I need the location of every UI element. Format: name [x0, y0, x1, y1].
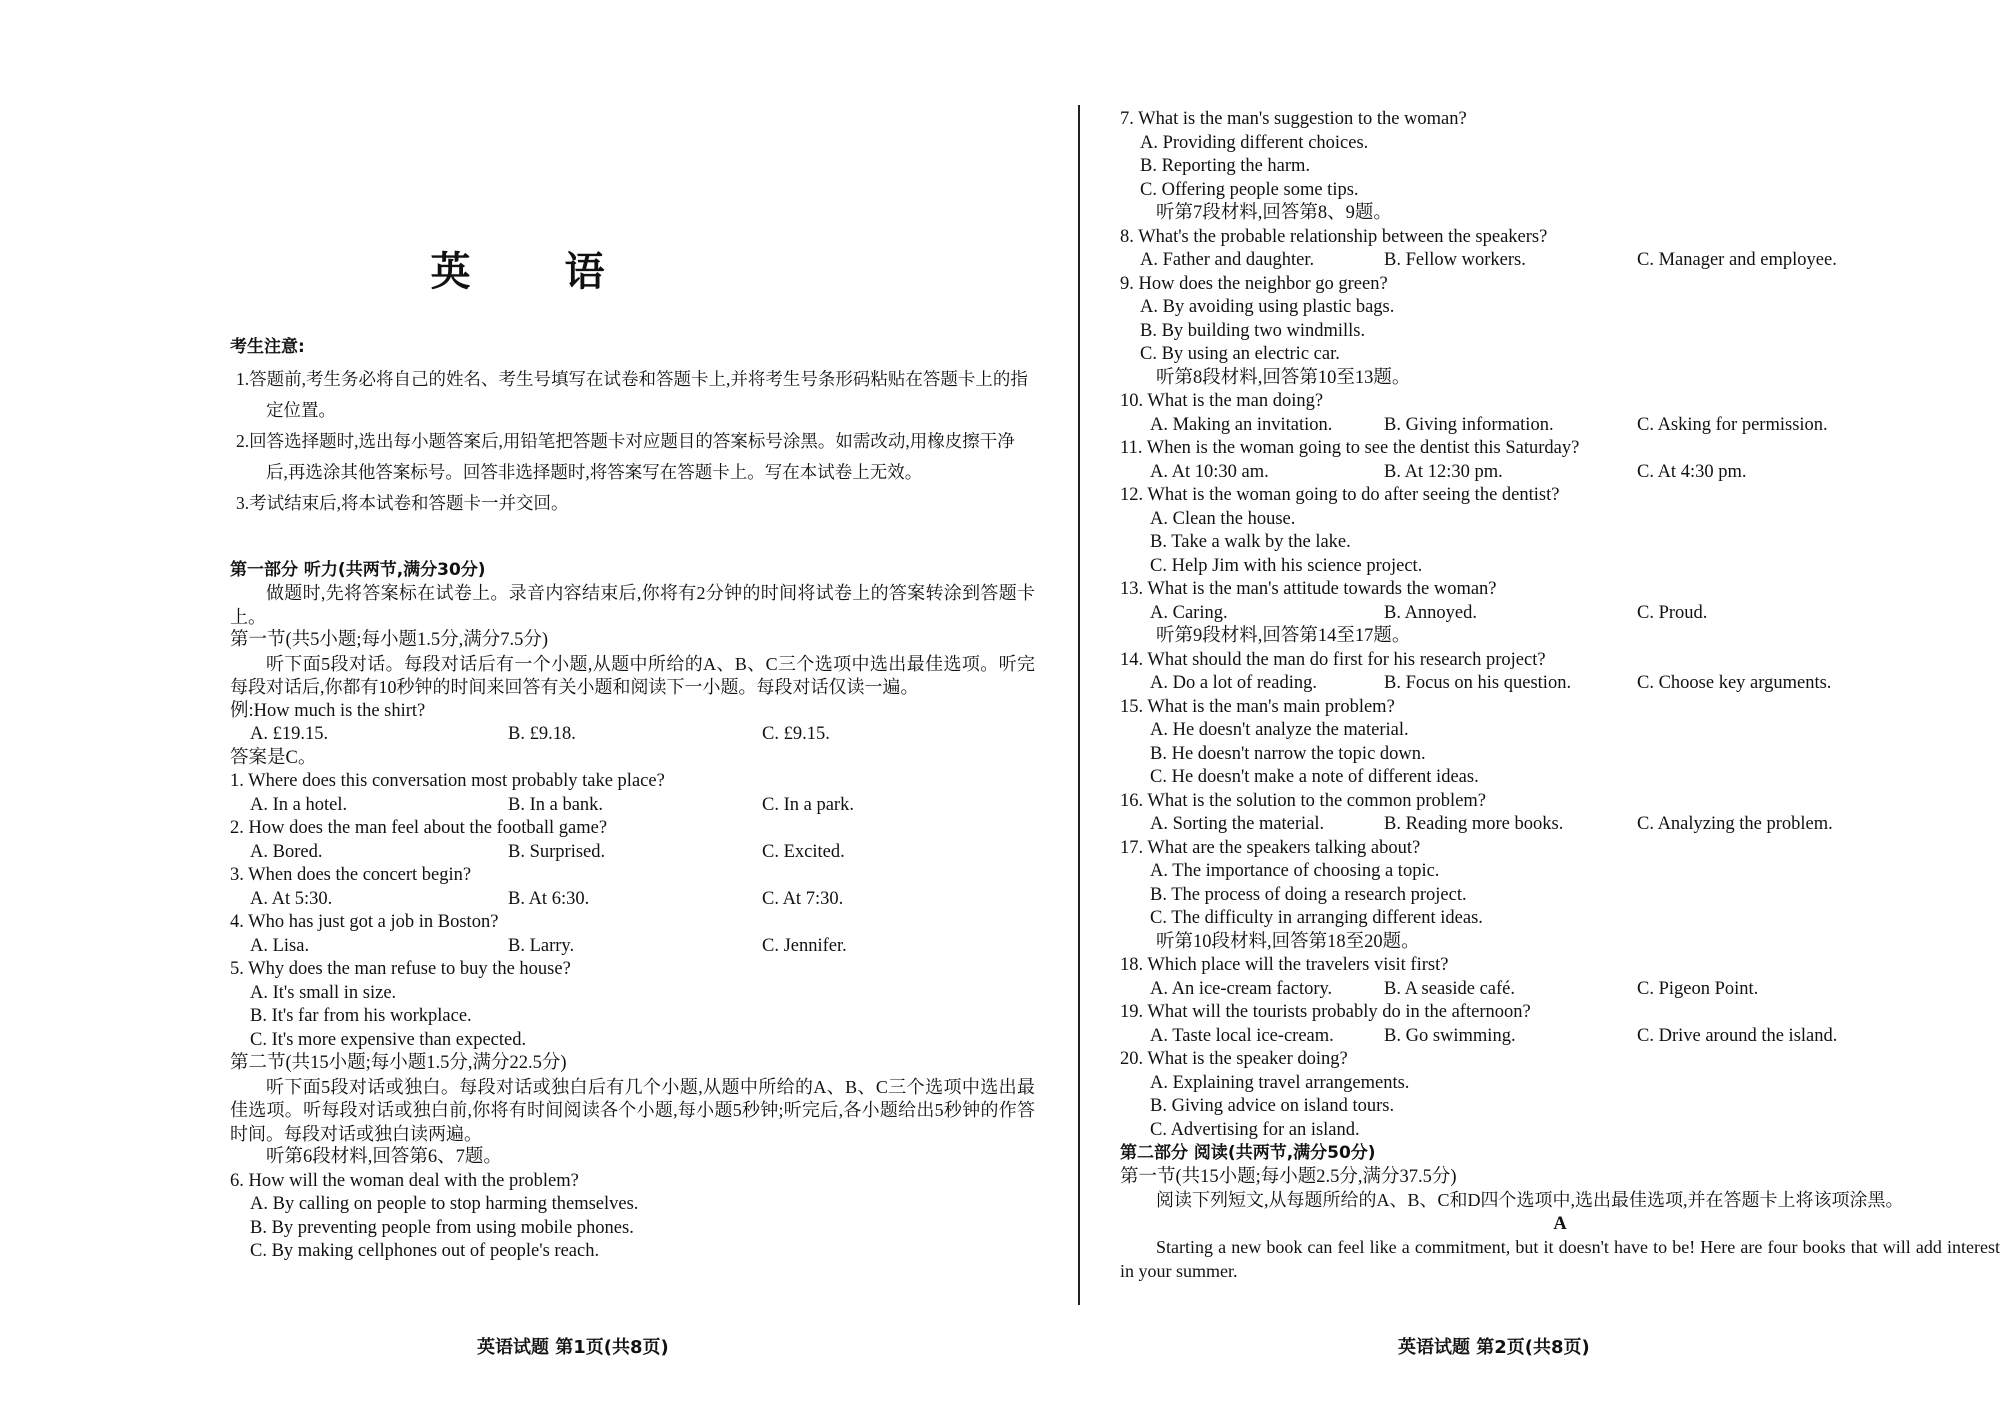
question-12-option-a: A. Clean the house. [1150, 508, 1296, 529]
part1-instruction: 做题时,先将答案标在试卷上。录音内容结束后,你将有2分钟的时间将试卷上的答案转涂到答题卡上。 [230, 583, 1035, 627]
question-16-options [1120, 813, 2000, 837]
section1-instruction: 听下面5段对话。每段对话后有一个小题,从题中所给的A、B、C三个选项中选出最佳选项。听完每段对话后,你都有10秒钟的时间来回答有关小题和阅读下一小题。每段对话仅读一遍。 [230, 653, 1035, 697]
option-b: B. At 6:30. [508, 888, 590, 909]
question-3-options [230, 888, 1035, 912]
section2-instruction: 听下面5段对话或独白。每段对话或独白后有几个小题,从题中所给的A、B、C三个选项中选出最佳选项。听每段对话或独白前,你将有时间阅读各个小题,每小题5秒钟;听完后,各小题给出5秒钟的作答时间。每段对话或独白读两遍。 [230, 1076, 1035, 1144]
question-2: 2. How does the man feel about the football game? [230, 818, 608, 838]
part1-heading: 第一部分 听力(共两节,满分30分) [230, 559, 486, 580]
question-9-option-c: C. By using an electric car. [1140, 344, 1340, 364]
example-options [230, 723, 1035, 747]
question-4-options [230, 935, 1035, 959]
page-title: 英 语 [430, 249, 645, 295]
option-a: A. Father and daughter. [1140, 250, 1315, 270]
page-divider [1078, 105, 1080, 1305]
question-17-option-b: B. The process of doing a research project. [1150, 884, 1467, 905]
option-a: A. Bored. [250, 841, 323, 862]
question-11: 11. When is the woman going to see the dentist this Saturday? [1120, 438, 1580, 458]
question-1-options [230, 794, 1035, 818]
option-c: C. Jennifer. [762, 935, 847, 956]
option-a: A. Lisa. [250, 935, 310, 956]
option-a: A. An ice-cream factory. [1150, 978, 1333, 999]
question-16: 16. What is the solution to the common problem? [1120, 790, 1487, 811]
question-7-option-a: A. Providing different choices. [1140, 132, 1369, 153]
passage-label: A [1553, 1213, 1567, 1234]
page1-content [230, 336, 1035, 1264]
option-a: A. At 10:30 am. [1150, 461, 1269, 482]
option-c: C. Manager and employee. [1637, 250, 1837, 270]
question-2-options [230, 841, 1035, 865]
question-12: 12. What is the woman going to do after seeing the dentist? [1120, 485, 1560, 505]
option-c: C. Proud. [1637, 602, 1708, 623]
question-9-option-a: A. By avoiding using plastic bags. [1140, 297, 1395, 317]
question-20: 20. What is the speaker doing? [1120, 1049, 1348, 1069]
part2-heading: 第二部分 阅读(共两节,满分50分) [1120, 1143, 1376, 1163]
option-b: B. £9.18. [508, 724, 576, 744]
option-c: C. Pigeon Point. [1637, 978, 1759, 999]
question-18-options [1120, 978, 2000, 1002]
question-18: 18. Which place will the travelers visit first? [1120, 955, 1449, 975]
notice-item-3: 3.考试结束后,将本试卷和答题卡一并交回。 [236, 492, 569, 513]
option-a: A. £19.15. [250, 724, 329, 744]
passage-intro: Starting a new book can feel like a commitment, but it doesn't have to be! Here are four books that will add interest in your summer. [1120, 1237, 2000, 1281]
question-17: 17. What are the speakers talking about? [1120, 837, 1421, 858]
question-19-options [1120, 1025, 2000, 1049]
option-c: C. Drive around the island. [1637, 1025, 1838, 1046]
option-b: B. Giving information. [1384, 414, 1554, 435]
page-footer-2: 英语试题 第2页(共8页) [1398, 1337, 1590, 1358]
question-14: 14. What should the man do first for his research project? [1120, 649, 1546, 670]
option-c: C. At 7:30. [762, 888, 844, 909]
question-15-option-a: A. He doesn't analyze the material. [1150, 720, 1409, 740]
page2-content [1120, 108, 2000, 1283]
question-5: 5. Why does the man refuse to buy the house? [230, 959, 571, 979]
question-13-options [1120, 602, 2000, 626]
question-15-option-c: C. He doesn't make a note of different ideas. [1150, 767, 1479, 787]
material-9-instruction: 听第9段材料,回答第14至17题。 [1156, 626, 1411, 646]
question-4: 4. Who has just got a job in Boston? [230, 912, 499, 932]
option-a: A. Sorting the material. [1150, 814, 1325, 834]
option-c: C. At 4:30 pm. [1637, 461, 1747, 482]
question-9: 9. How does the neighbor go green? [1120, 273, 1388, 294]
question-8: 8. What's the probable relationship between the speakers? [1120, 226, 1548, 247]
notice-heading: 考生注意: [230, 337, 305, 357]
option-c: C. £9.15. [762, 724, 830, 744]
question-19: 19. What will the tourists probably do in the afternoon? [1120, 1002, 1531, 1022]
question-20-option-c: C. Advertising for an island. [1150, 1119, 1360, 1140]
question-1: 1. Where does this conversation most probably take place? [230, 771, 665, 791]
material-8-instruction: 听第8段材料,回答第10至13题。 [1156, 367, 1411, 388]
question-7-option-b: B. Reporting the harm. [1140, 156, 1311, 176]
material-6-instruction: 听第6段材料,回答第6、7题。 [266, 1147, 502, 1167]
option-b: B. Go swimming. [1384, 1025, 1516, 1046]
part2-instruction: 阅读下列短文,从每题所给的A、B、C和D四个选项中,选出最佳选项,并在答题卡上将该项涂黑。 [1156, 1190, 1904, 1210]
question-14-options [1120, 672, 2000, 696]
section1-heading: 第一节(共5小题;每小题1.5分,满分7.5分) [230, 630, 549, 650]
question-5-option-a: A. It's small in size. [250, 982, 397, 1003]
example-answer: 答案是C。 [230, 747, 317, 768]
exam-page-2 [1085, 0, 2012, 1422]
option-a: A. In a hotel. [250, 794, 348, 815]
question-5-option-c: C. It's more expensive than expected. [250, 1029, 527, 1050]
part2-section1-heading: 第一节(共15小题;每小题2.5分,满分37.5分) [1120, 1166, 1457, 1187]
question-15-option-b: B. He doesn't narrow the topic down. [1150, 743, 1426, 764]
page-footer-1: 英语试题 第1页(共8页) [477, 1337, 669, 1358]
option-a: A. Taste local ice-cream. [1150, 1025, 1334, 1046]
question-10: 10. What is the man doing? [1120, 391, 1324, 411]
option-b: B. In a bank. [508, 794, 604, 815]
question-3: 3. When does the concert begin? [230, 865, 472, 885]
option-c: C. In a park. [762, 794, 854, 815]
option-b: B. Focus on his question. [1384, 673, 1572, 693]
question-12-option-b: B. Take a walk by the lake. [1150, 532, 1351, 552]
option-b: B. At 12:30 pm. [1384, 461, 1503, 482]
question-20-option-b: B. Giving advice on island tours. [1150, 1096, 1395, 1116]
question-12-option-c: C. Help Jim with his science project. [1150, 555, 1423, 576]
option-c: C. Asking for permission. [1637, 414, 1828, 435]
option-b: B. Fellow workers. [1384, 250, 1526, 270]
question-6-option-b: B. By preventing people from using mobile phones. [250, 1217, 634, 1238]
question-15: 15. What is the man's main problem? [1120, 696, 1395, 717]
question-6-option-c: C. By making cellphones out of people's reach. [250, 1241, 600, 1261]
option-a: A. Caring. [1150, 602, 1228, 623]
notice-item-1: 1.答题前,考生务必将自己的姓名、考生号填写在试卷和答题卡上,并将考生号条形码粘贴在答题卡上的指定位置。 [236, 368, 1028, 420]
question-11-options [1120, 461, 2000, 485]
material-10-instruction: 听第10段材料,回答第18至20题。 [1156, 931, 1420, 952]
option-c: C. Analyzing the problem. [1637, 814, 1833, 834]
option-b: B. Annoyed. [1384, 602, 1478, 623]
option-b: B. Surprised. [508, 841, 606, 862]
question-17-option-c: C. The difficulty in arranging different ideas. [1150, 908, 1483, 928]
question-20-option-a: A. Explaining travel arrangements. [1150, 1072, 1410, 1093]
question-7: 7. What is the man's suggestion to the woman? [1120, 109, 1467, 129]
option-a: A. Making an invitation. [1150, 414, 1333, 435]
example-question: 例:How much is the shirt? [230, 700, 426, 721]
option-b: B. Reading more books. [1384, 814, 1564, 834]
question-5-option-b: B. It's far from his workplace. [250, 1006, 472, 1026]
section2-heading: 第二节(共15小题;每小题1.5分,满分22.5分) [230, 1053, 567, 1073]
question-6: 6. How will the woman deal with the problem? [230, 1170, 579, 1191]
question-7-option-c: C. Offering people some tips. [1140, 179, 1359, 200]
option-c: C. Excited. [762, 841, 845, 862]
question-13: 13. What is the man's attitude towards the woman? [1120, 579, 1497, 599]
option-c: C. Choose key arguments. [1637, 673, 1832, 693]
question-8-options [1120, 249, 2000, 273]
option-a: A. Do a lot of reading. [1150, 673, 1317, 693]
option-a: A. At 5:30. [250, 888, 333, 909]
question-9-option-b: B. By building two windmills. [1140, 320, 1366, 341]
option-b: B. Larry. [508, 935, 575, 956]
question-6-option-a: A. By calling on people to stop harming themselves. [250, 1194, 639, 1214]
option-b: B. A seaside café. [1384, 978, 1515, 999]
question-10-options [1120, 414, 2000, 438]
notice-item-2: 2.回答选择题时,选出每小题答案后,用铅笔把答题卡对应题目的答案标号涂黑。如需改动,用橡皮擦干净后,再选涂其他答案标号。回答非选择题时,将答案写在答题卡上。写在本试卷上无效。 [236, 430, 1015, 482]
question-17-option-a: A. The importance of choosing a topic. [1150, 861, 1440, 881]
material-7-instruction: 听第7段材料,回答第8、9题。 [1156, 203, 1392, 223]
